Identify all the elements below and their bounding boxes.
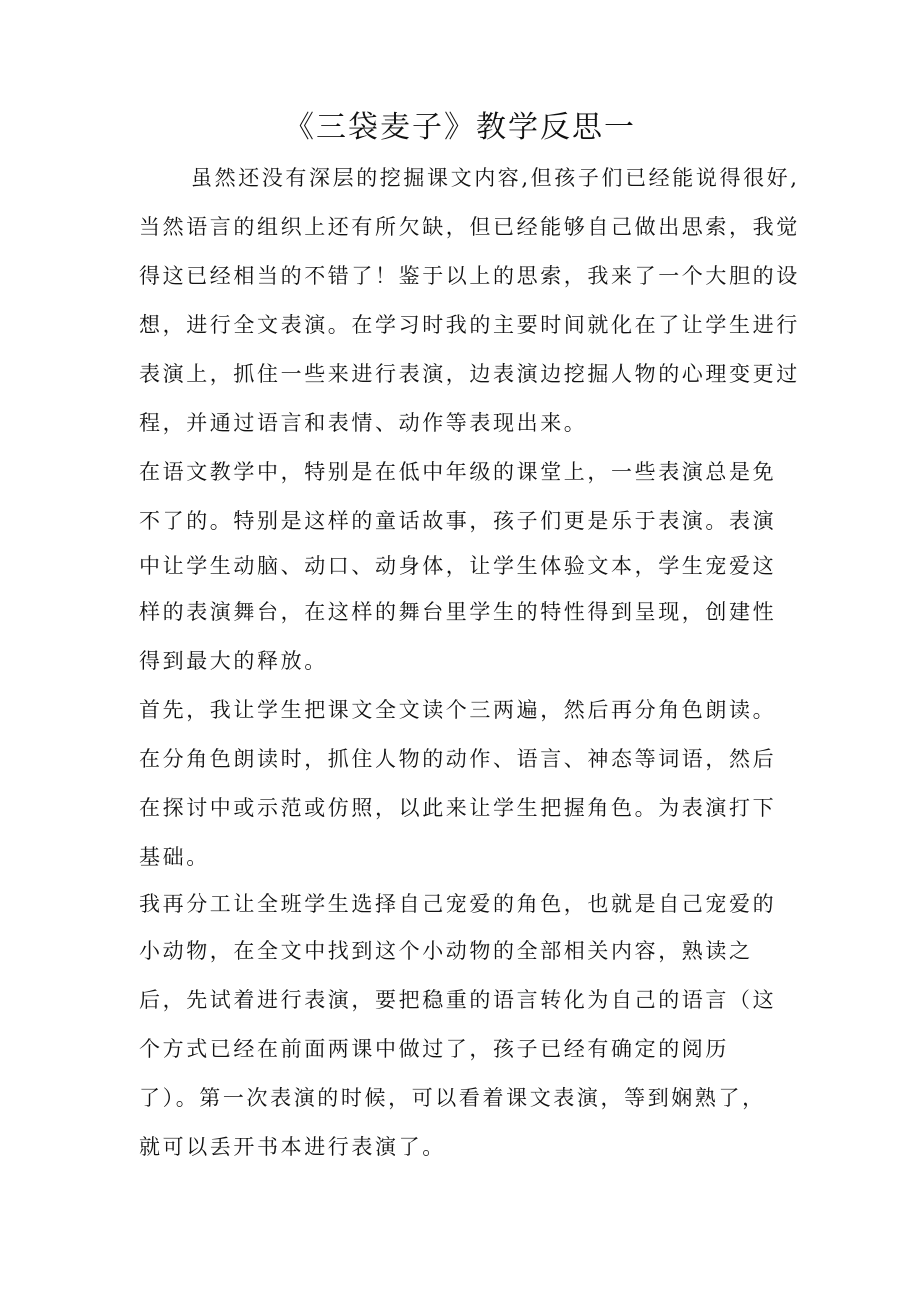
text-line: 虽然还没有深层的挖掘课文内容,但孩子们已经能说得很好, [191, 166, 800, 190]
text-line: 首先，我让学生把课文全文读个三两遍，然后再分角色朗读。 [139, 698, 777, 722]
text-line: 当然语言的组织上还有所欠缺，但已经能够自己做出思索，我觉 [139, 215, 800, 239]
document-title: 《三袋麦子》教学反思一 [284, 110, 636, 145]
text-line: 得到最大的释放。 [139, 649, 328, 673]
text-line: 后，先试着进行表演，要把稳重的语言转化为自己的语言（这 [139, 988, 777, 1012]
text-line: 就可以丢开书本进行表演了。 [139, 1135, 446, 1159]
text-line: 不了的。特别是这样的童话故事，孩子们更是乐于表演。表演 [139, 509, 777, 533]
text-line: 我再分工让全班学生选择自己宠爱的角色，也就是自己宠爱的 [139, 892, 777, 916]
text-line: 基础。 [139, 845, 210, 869]
text-line: 想，进行全文表演。在学习时我的主要时间就化在了让学生进行 [139, 313, 800, 337]
text-line: 了）。第一次表演的时候，可以看着课文表演，等到娴熟了， [139, 1086, 766, 1110]
text-line: 得这已经相当的不错了！鉴于以上的思索，我来了一个大胆的设 [139, 264, 800, 288]
text-line: 表演上，抓住一些来进行表演，边表演边挖掘人物的心理变更过 [139, 362, 800, 386]
text-line: 个方式已经在前面两课中做过了，孩子已经有确定的阅历 [139, 1037, 729, 1061]
text-line: 程，并通过语言和表情、动作等表现出来。 [139, 411, 588, 435]
text-line: 在语文教学中，特别是在低中年级的课堂上，一些表演总是免 [139, 460, 777, 484]
text-line: 在探讨中或示范或仿照，以此来让学生把握角色。为表演打下 [139, 796, 777, 820]
text-line: 样的表演舞台，在这样的舞台里学生的特性得到呈现，创建性 [139, 600, 777, 624]
text-line: 中让学生动脑、动口、动身体，让学生体验文本，学生宠爱这 [139, 554, 777, 578]
text-line: 在分角色朗读时，抓住人物的动作、语言、神态等词语，然后 [139, 747, 777, 771]
text-line: 小动物，在全文中找到这个小动物的全部相关内容，熟读之 [139, 939, 753, 963]
